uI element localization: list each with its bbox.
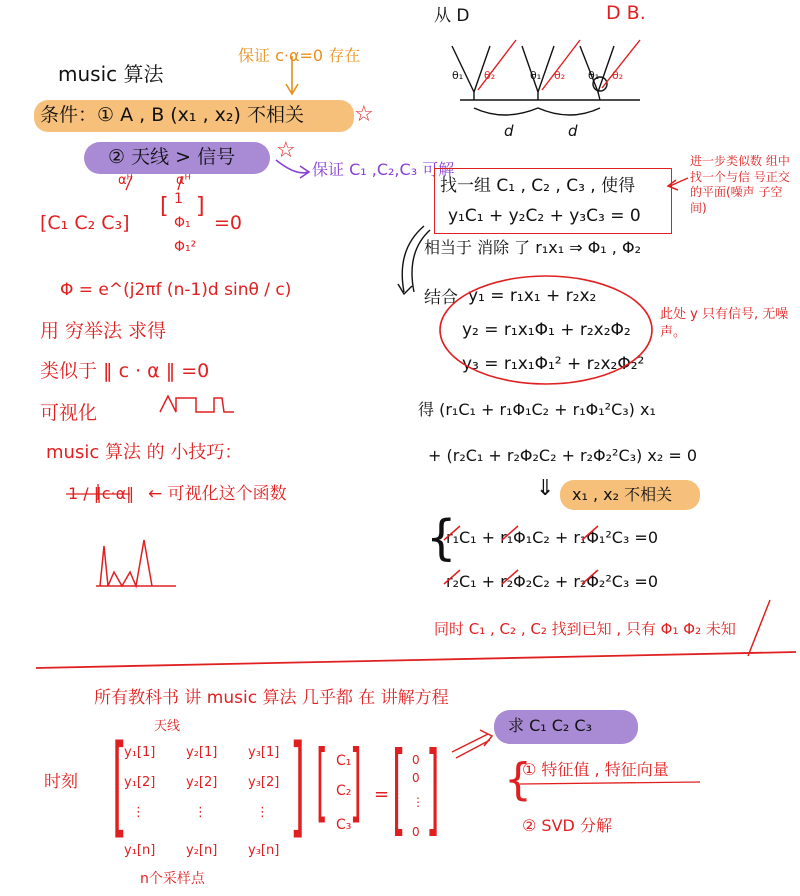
zvec-1: 0 [412, 753, 420, 767]
condition-note: 保证 C₁ ,C₂,C₃ 可解 [312, 160, 455, 179]
m-2-2: ⋮ [256, 805, 269, 820]
antenna-array-icon [452, 46, 640, 115]
spectrum-icon [96, 540, 176, 586]
trick-text: music 算法 的 小技巧： [46, 442, 243, 463]
m-1-2: y₃[2] [248, 775, 280, 790]
m-0-2: y₃[1] [248, 745, 280, 760]
condition-1: 条件：① A , B (x₁ , x₂) 不相关 [40, 104, 304, 126]
bracket: [ [160, 194, 169, 219]
pointer-icon [126, 176, 182, 190]
zvec-2: 0 [412, 771, 420, 785]
system-brace: { [426, 510, 457, 566]
phi-formula: Φ = e^(j2πf (n-1)d sinθ / c) [60, 280, 292, 300]
theta-1: θ₁ [452, 69, 464, 82]
purple-arrow-icon [276, 160, 309, 178]
theta-5: θ₁ [588, 69, 600, 82]
theta-6: θ₂ [612, 69, 624, 82]
theta-3: θ₁ [530, 69, 542, 82]
time-label: 时刻 [44, 772, 78, 792]
implies-arrow: ⇓ [536, 476, 555, 501]
fraction-icon [66, 484, 130, 500]
equations-ellipse [440, 276, 652, 384]
inverse-note: ← 可视化这个函数 [148, 484, 287, 504]
waveform-icon [160, 396, 234, 412]
cvec-bracket-left: [ [316, 732, 328, 832]
col-vector-2: Φ₁ [174, 215, 191, 231]
equals-zero: =0 [214, 212, 243, 234]
zvec-bracket-left: [ [392, 730, 406, 847]
bracket: ] [196, 194, 205, 219]
m-0-1: y₂[1] [186, 745, 218, 760]
top-label-a: 从 D [434, 6, 470, 26]
derive-2: + (r₂C₁ + r₂Φ₂C₂ + r₂Φ₂²C₃) x₂ = 0 [428, 446, 698, 465]
curved-arrow-icon [398, 226, 430, 294]
m-2-0: ⋮ [132, 805, 145, 820]
antenna-label: 天线 [154, 719, 181, 734]
box-line-1: 找一组 C₁ , C₂ , C₃ , 使得 [440, 176, 636, 196]
note-arrow-icon [668, 178, 688, 190]
m-3-2: y₃[n] [248, 843, 280, 858]
row-vector: [C₁ C₂ C₃] [40, 212, 130, 234]
zvec-4: 0 [412, 825, 420, 839]
star-icon: ☆ [354, 102, 374, 127]
inverse-norm: 1 / ‖c·α‖ [68, 484, 135, 503]
col-vector-1: 1 [174, 191, 183, 207]
cvec-2: C₂ [336, 783, 352, 799]
textbook-text: 所有教科书 讲 music 算法 几乎都 在 讲解方程 [94, 688, 449, 708]
section-divider [36, 652, 796, 668]
system-eq-2: r₂C₁ + r₂Φ₂C₂ + r₂Φ₂²C₃ =0 [446, 572, 658, 591]
derive-1: 得 (r₁C₁ + r₁Φ₁C₂ + r₁Φ₁²C₃) x₁ [418, 400, 656, 419]
equals-sign: = [374, 784, 390, 805]
alpha-label-1: αᴴ [118, 173, 133, 188]
method-1: ① 特征值 , 特征向量 [522, 760, 669, 779]
underline [520, 782, 700, 784]
m-0-0: y₁[1] [124, 745, 156, 760]
method-2: ② SVD 分解 [522, 816, 612, 835]
cvec-1: C₁ [336, 753, 352, 769]
theta-4: θ₂ [554, 69, 566, 82]
m-1-1: y₂[2] [186, 775, 218, 790]
methods-brace: { [504, 754, 532, 805]
cvec-3: C₃ [336, 817, 352, 833]
y2-eq: y₂ = r₁x₁Φ₁ + r₂x₂Φ₂ [462, 320, 631, 340]
system-eq-1: r₁C₁ + r₁Φ₁C₂ + r₁Φ₁²C₃ =0 [446, 528, 658, 547]
top-label-b: D B. [606, 2, 646, 24]
incident-ray-icon [478, 40, 640, 90]
cvec-bracket-right: ] [350, 732, 362, 832]
box-note: 进一步类似数 组中找一个与信 号正交的平面(噪声 子空间) [690, 154, 790, 215]
signal-note: 此处 y 只有信号, 无噪声。 [660, 307, 789, 341]
samples-label: n个采样点 [140, 871, 205, 887]
strike-icon [444, 526, 770, 656]
visualize-text: 可视化 [40, 402, 98, 424]
m-3-1: y₂[n] [186, 843, 218, 858]
box-line-2: y₁C₁ + y₂C₂ + y₃C₃ = 0 [448, 206, 641, 226]
matrix-bracket-left: [ [112, 721, 128, 849]
d-label-2: d [568, 122, 578, 140]
eliminate-text: 相当于 消除 了 r₁x₁ ⇒ Φ₁ , Φ₂ [424, 238, 641, 257]
combine-label: 结合 [424, 288, 458, 308]
m-2-1: ⋮ [194, 805, 207, 820]
known-text: 同时 C₁ , C₂ , C₂ 找到已知 , 只有 Φ₁ Φ₂ 未知 [434, 620, 736, 638]
star-icon: ☆ [276, 138, 296, 163]
orange-arrow-icon [286, 56, 298, 94]
alpha-label-2: αᴴ [176, 173, 191, 188]
d-label-1: d [504, 122, 514, 140]
solve-text: 求 C₁ C₂ C₃ [508, 716, 593, 735]
double-arrow-icon [452, 730, 492, 758]
orange-note: 保证 c·α=0 存在 [238, 46, 361, 65]
zvec-3: ⋮ [412, 795, 424, 809]
exhaust-text: 用 穷举法 求得 [40, 320, 167, 342]
title: music 算法 [58, 62, 164, 86]
uncorrelated: x₁ , x₂ 不相关 [572, 485, 673, 504]
similar-text: 类似于 ‖ c · α ‖ =0 [40, 360, 210, 382]
theta-2: θ₂ [484, 69, 496, 82]
col-vector-3: Φ₁² [174, 239, 197, 255]
condition-2: ② 天线 > 信号 [108, 146, 236, 168]
matrix-bracket-right: ] [290, 721, 306, 849]
y1-eq: y₁ = r₁x₁ + r₂x₂ [468, 286, 597, 306]
m-3-0: y₁[n] [124, 843, 156, 858]
zvec-bracket-right: ] [426, 730, 440, 847]
m-1-0: y₁[2] [124, 775, 156, 790]
y3-eq: y₃ = r₁x₁Φ₁² + r₂x₂Φ₂² [462, 354, 645, 374]
